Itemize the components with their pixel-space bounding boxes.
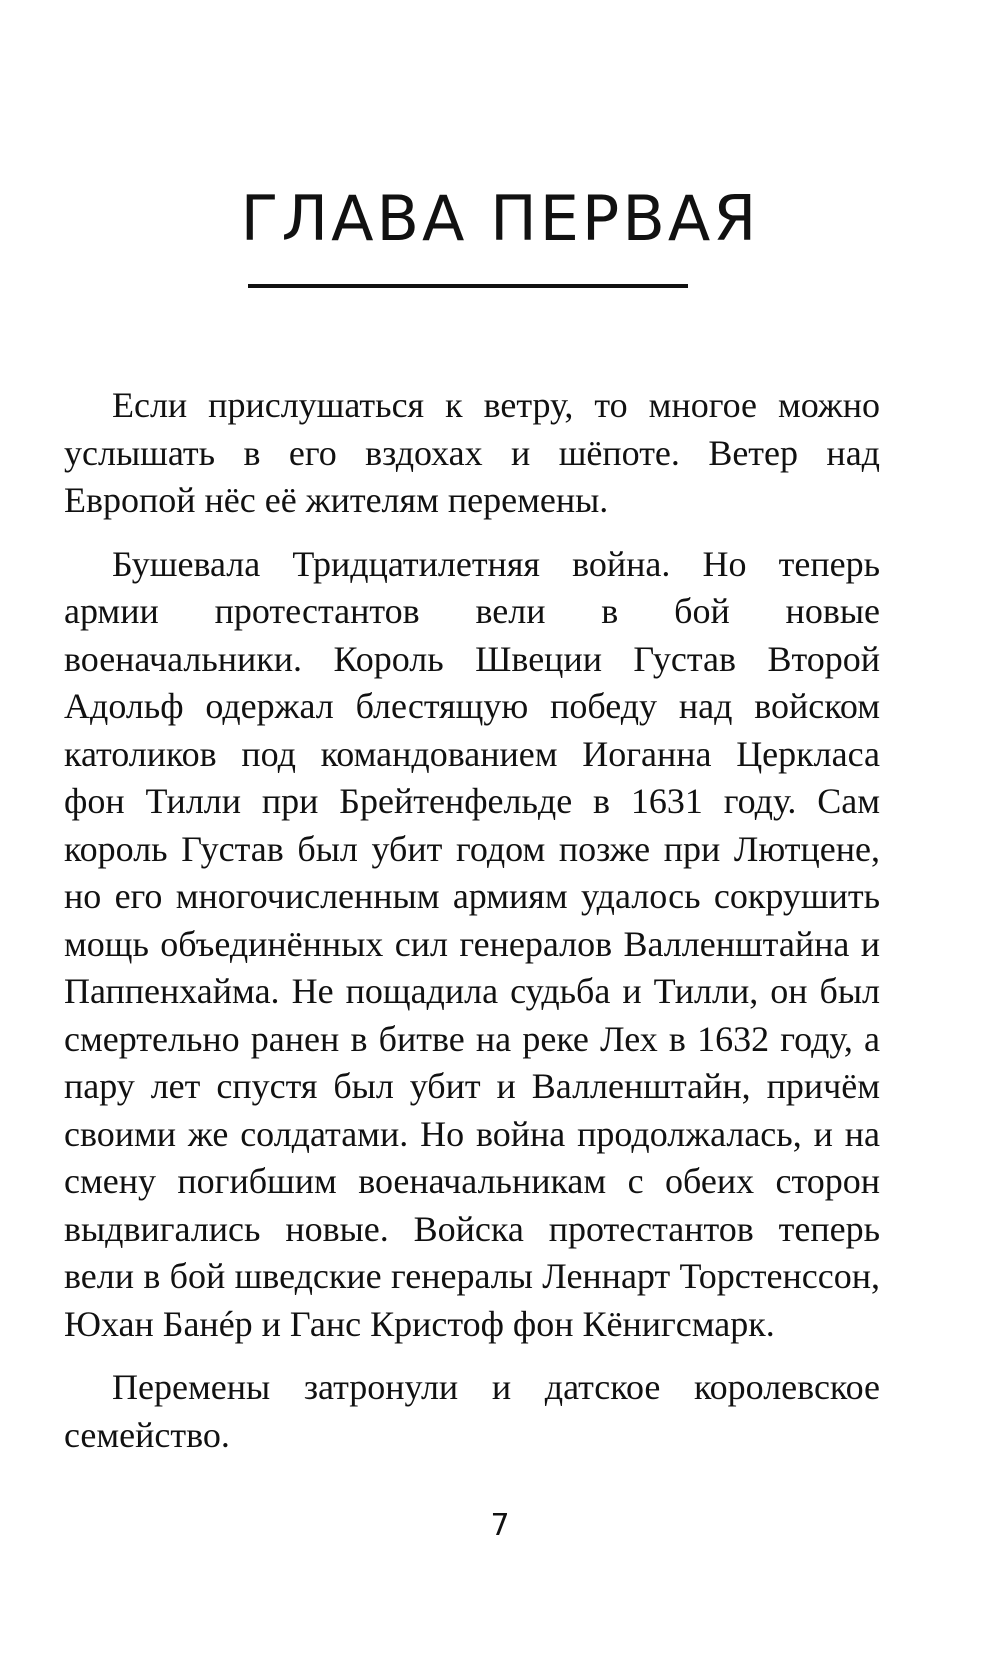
chapter-title: ГЛАВА ПЕРВАЯ (240, 182, 760, 255)
chapter-body (64, 382, 880, 1475)
paragraph: Бушевала Тридцатилетняя война. Но теперь армии протестантов вели в бой новые военачальники. Король Швеции Густав Второй Адольф одержал блестящую победу над войском католиков под командованием Иоганна Церкласа фон Тилли при Брейтенфельде в 1631 году. Сам король Густав был убит годом позже при Лютцене, но его многочисленным армиям удалось сокрушить мощь объединённых сил генералов Валленштайна и Паппенхайма. Не пощадила судьба и Тилли, он был смертельно ранен в битве на реке Лех в 1632 году, а пару лет спустя был убит и Валленштайн, причём своими же солдатами. Но война продолжалась, и на смену погибшим военачальникам с обеих сторон выдвигались новые. Войска протестантов теперь вели в бой шведские генералы Леннарт Торстенссон, Юхан Банéр и Ганс Кристоф фон Кёнигсмарк. (64, 543, 880, 1344)
page-number: 7 (490, 1508, 510, 1543)
paragraph: Перемены затронули и датское королевское семейство. (64, 1367, 880, 1455)
paragraph: Если прислушаться к ветру, то многое можно услышать в его вздохах и шёпоте. Ветер над Европой нёс её жителям перемены. (64, 385, 880, 520)
title-divider (248, 284, 688, 288)
